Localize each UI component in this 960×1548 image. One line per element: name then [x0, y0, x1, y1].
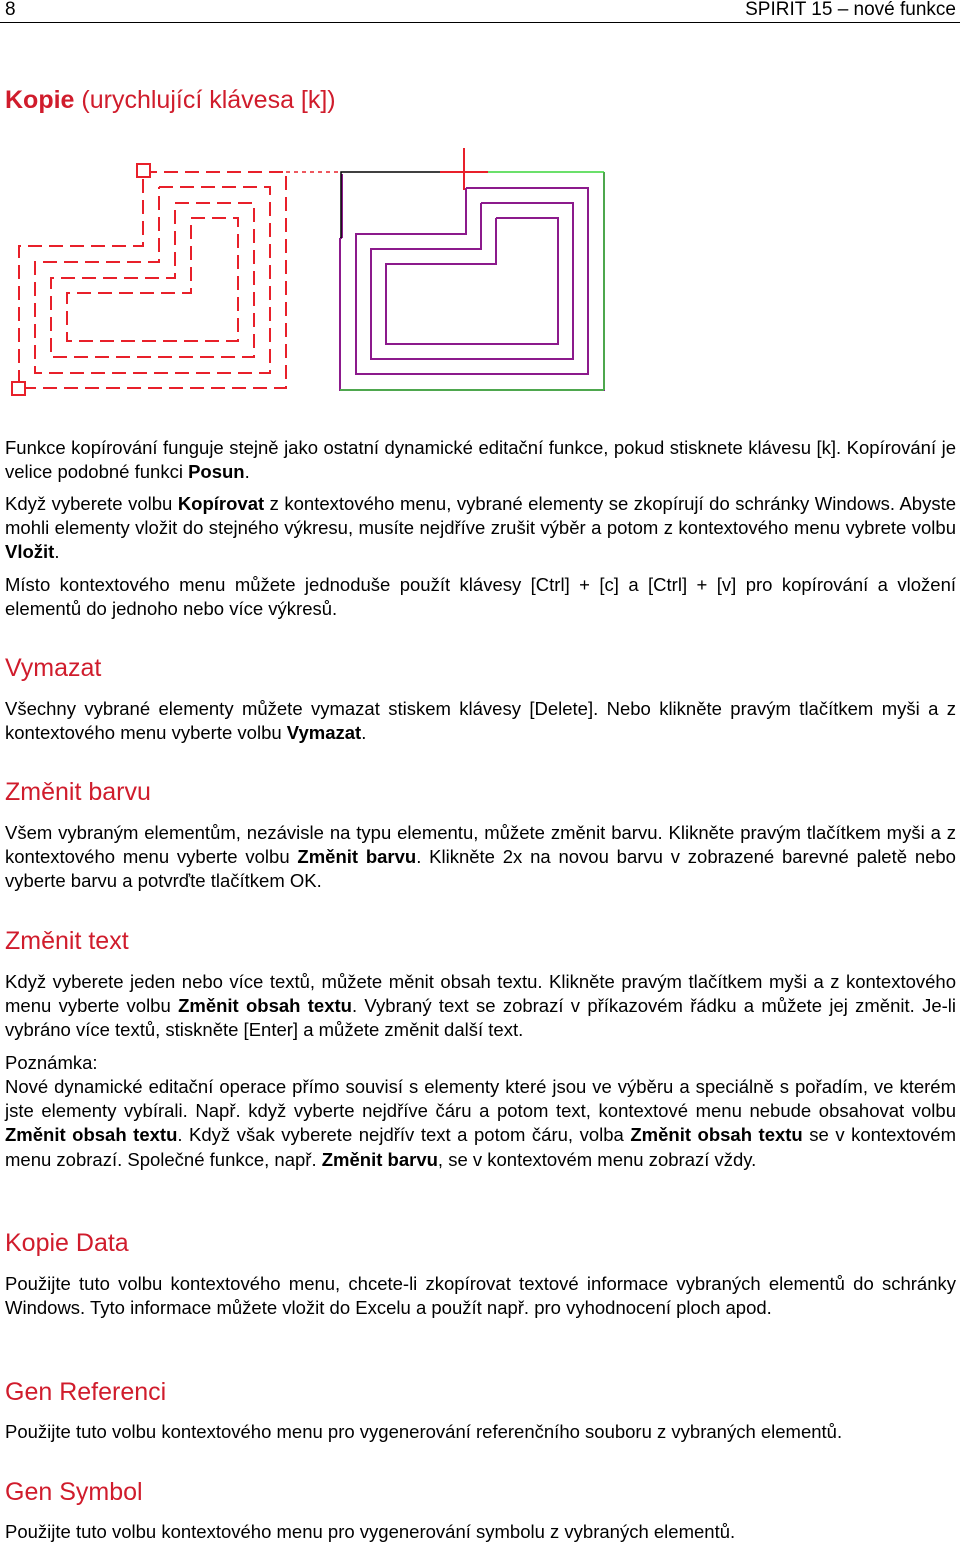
page-number: 8	[5, 0, 16, 20]
note-label: Poznámka:	[5, 1052, 98, 1073]
original-element	[340, 172, 604, 390]
heading-kopie: Kopie (urychlující klávesa [k])	[5, 86, 336, 114]
original-outline	[341, 172, 462, 238]
heading-kopie-data: Kopie Data	[5, 1229, 129, 1257]
crosshair-cursor-icon	[440, 148, 488, 190]
heading-gen-symbol: Gen Symbol	[5, 1478, 143, 1506]
zmenit-text-paragraph: Když vyberete jeden nebo více textů, můžete měnit obsah textu. Klikněte pravým tlačítkem myši a z kontextového menu vyberte volbu Změnit obsah textu. Vybraný text se zobrazí v příkazovém řádku a můžete jej změnit. Je-li vybráno více textů, stiskněte [Enter] a můžete změnit další text.	[5, 971, 956, 1041]
kopie-paragraph-1: Funkce kopírování funguje stejně jako ostatní dynamické editační funkce, pokud stisknete klávesu [k]. Kopírování je velice podobné funkci Posun.	[5, 437, 956, 483]
kopie-paragraph-3: Místo kontextového menu můžete jednoduše použít klávesy [Ctrl] + [c] a [Ctrl] + [v] pro kopírování a vložení elementů do jednoho nebo více výkresů.	[5, 574, 956, 620]
grip-square-icon	[137, 164, 150, 177]
copy-illustration	[0, 140, 620, 402]
kopie-data-paragraph: Použijte tuto volbu kontextového menu, chcete-li zkopírovat textové informace vybraných elementů do schránky Windows. Tyto informace můžete vložit do Excelu a použít např. pro vyhodnocení ploch apod.	[5, 1273, 956, 1319]
grip-square-icon	[12, 382, 25, 395]
page-header	[0, 0, 960, 23]
copy-preview	[19, 172, 286, 388]
gen-symbol-paragraph: Použijte tuto volbu kontextového menu pro vygenerování symbolu z vybraných elementů.	[5, 1521, 736, 1542]
heading-zmenit-text: Změnit text	[5, 927, 129, 955]
selection-highlight	[340, 172, 604, 390]
note-paragraph: Nové dynamické editační operace přímo souvisí s elementy které jsou ve výběru a speciálně s pořadím, ve kterém jste elementy vybírali. Např. když vyberte nejdříve čáru a potom text, kontextové menu nebude obsahovat volbu Změnit obsah textu. Když však vyberete nejdřív text a potom čáru, volba Změnit obsah textu se v kontextovém menu zobrazí. Společné funkce, např. Změnit barvu, se v kontextovém menu zobrazí vždy.	[5, 1076, 957, 1170]
vymazat-paragraph: Všechny vybrané elementy můžete vymazat stiskem klávesy [Delete]. Nebo klikněte pravým tlačítkem myši a z kontextového menu vyberte volbu Vymazat.	[5, 698, 956, 744]
heading-gen-referenci: Gen Referenci	[5, 1378, 167, 1406]
heading-zmenit-barvu: Změnit barvu	[5, 778, 151, 806]
zmenit-barvu-paragraph: Všem vybraným elementům, nezávisle na typu elementu, můžete změnit barvu. Klikněte pravým tlačítkem myši a z kontextového menu vyberte volbu Změnit barvu. Klikněte 2x na novou barvu v zobrazené barevné paletě nebo vyberte barvu a potvrďte tlačítkem OK.	[5, 822, 956, 892]
heading-vymazat: Vymazat	[5, 654, 102, 682]
gen-referenci-paragraph: Použijte tuto volbu kontextového menu pro vygenerování referenčního souboru z vybraných elementů.	[5, 1421, 843, 1442]
running-title: SPIRIT 15 – nové funkce	[745, 0, 956, 20]
kopie-paragraph-2: Když vyberete volbu Kopírovat z kontextového menu, vybrané elementy se zkopírují do schránky Windows. Abyste mohli elementy vložit do stejného výkresu, musíte nejdříve zrušit výběr a potom z kontextového menu vybrete volbu Vložit.	[5, 493, 956, 563]
